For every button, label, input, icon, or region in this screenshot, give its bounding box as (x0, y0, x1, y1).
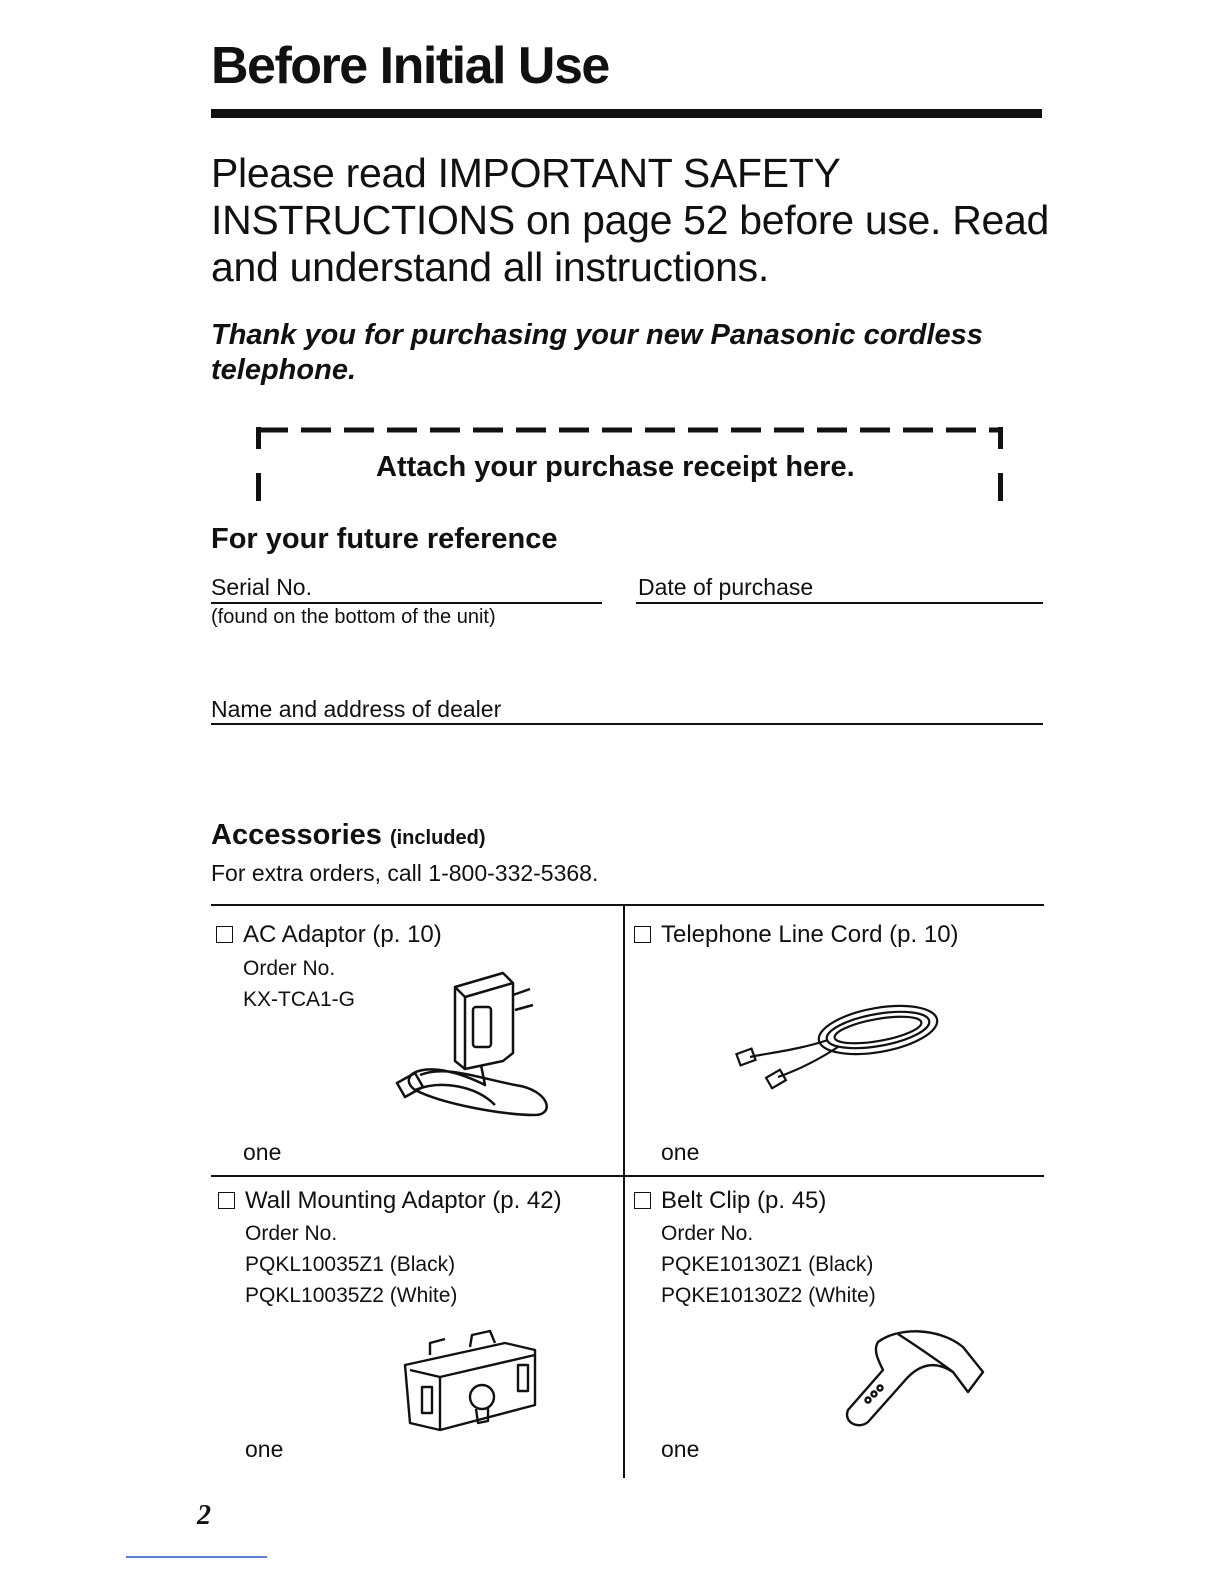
serial-label: Serial No. (211, 574, 312, 600)
table-column-divider (623, 904, 625, 1478)
checkbox-icon (634, 926, 651, 943)
accessory-ac-adaptor (216, 921, 442, 949)
checkbox-icon (218, 1192, 235, 1209)
accessory-name: Telephone Line Cord (p. 10) (661, 921, 959, 948)
ac-adaptor-illustration-icon (385, 965, 560, 1135)
checkbox-icon (216, 926, 233, 943)
future-reference-heading: For your future reference (211, 523, 558, 555)
order-label: Order No. (245, 1222, 338, 1245)
accessory-belt-clip (634, 1187, 826, 1215)
accessory-wall-mounting-adaptor (218, 1187, 562, 1215)
order-label: Order No. (661, 1222, 754, 1245)
table-middle-rule (211, 1175, 1044, 1177)
quantity: one (661, 1139, 700, 1165)
serial-line (211, 602, 602, 604)
quantity: one (243, 1139, 282, 1165)
order-number: KX-TCA1-G (243, 988, 356, 1011)
accessories-heading (211, 819, 486, 852)
order-info (661, 1218, 876, 1311)
order-number: PQKE10130Z1 (Black) (661, 1253, 874, 1276)
accessory-name: Belt Clip (p. 45) (661, 1187, 827, 1214)
bottom-accent-line (126, 1556, 267, 1558)
dealer-line (211, 723, 1043, 725)
checkbox-icon (634, 1192, 651, 1209)
quantity: one (245, 1436, 284, 1462)
date-label: Date of purchase (638, 574, 814, 600)
order-info (245, 1218, 457, 1311)
quantity: one (661, 1436, 700, 1462)
order-info (243, 953, 355, 1015)
dealer-label: Name and address of dealer (211, 696, 502, 722)
receipt-text: Attach your purchase receipt here. (376, 451, 855, 483)
page-title: Before Initial Use (211, 37, 609, 95)
accessories-included-note: (included) (389, 827, 486, 849)
order-number: PQKL10035Z1 (Black) (245, 1253, 456, 1276)
accessories-heading-text: Accessories (211, 819, 382, 851)
date-line (636, 602, 1043, 604)
accessory-name: AC Adaptor (p. 10) (243, 921, 442, 948)
order-number: PQKE10130Z2 (White) (661, 1284, 876, 1307)
serial-note: (found on the bottom of the unit) (211, 606, 496, 628)
belt-clip-illustration-icon (838, 1322, 988, 1432)
thank-you-note: Thank you for purchasing your new Panasonic cordless telephone. (211, 319, 983, 386)
safety-intro: Please read IMPORTANT SAFETY INSTRUCTIONS on page 52 before use. Read and understand all instructions. (211, 150, 1050, 290)
table-top-rule (211, 904, 1044, 906)
title-rule (211, 109, 1042, 118)
order-label: Order No. (243, 957, 336, 980)
accessory-name: Wall Mounting Adaptor (p. 42) (245, 1187, 562, 1214)
accessory-telephone-line-cord (634, 921, 959, 949)
extra-orders-text: For extra orders, call 1-800-332-5368. (211, 860, 599, 886)
wall-mount-illustration-icon (400, 1325, 545, 1435)
order-number: PQKL10035Z2 (White) (245, 1284, 458, 1307)
page-number: 2 (197, 1500, 211, 1531)
line-cord-illustration-icon (728, 995, 948, 1095)
